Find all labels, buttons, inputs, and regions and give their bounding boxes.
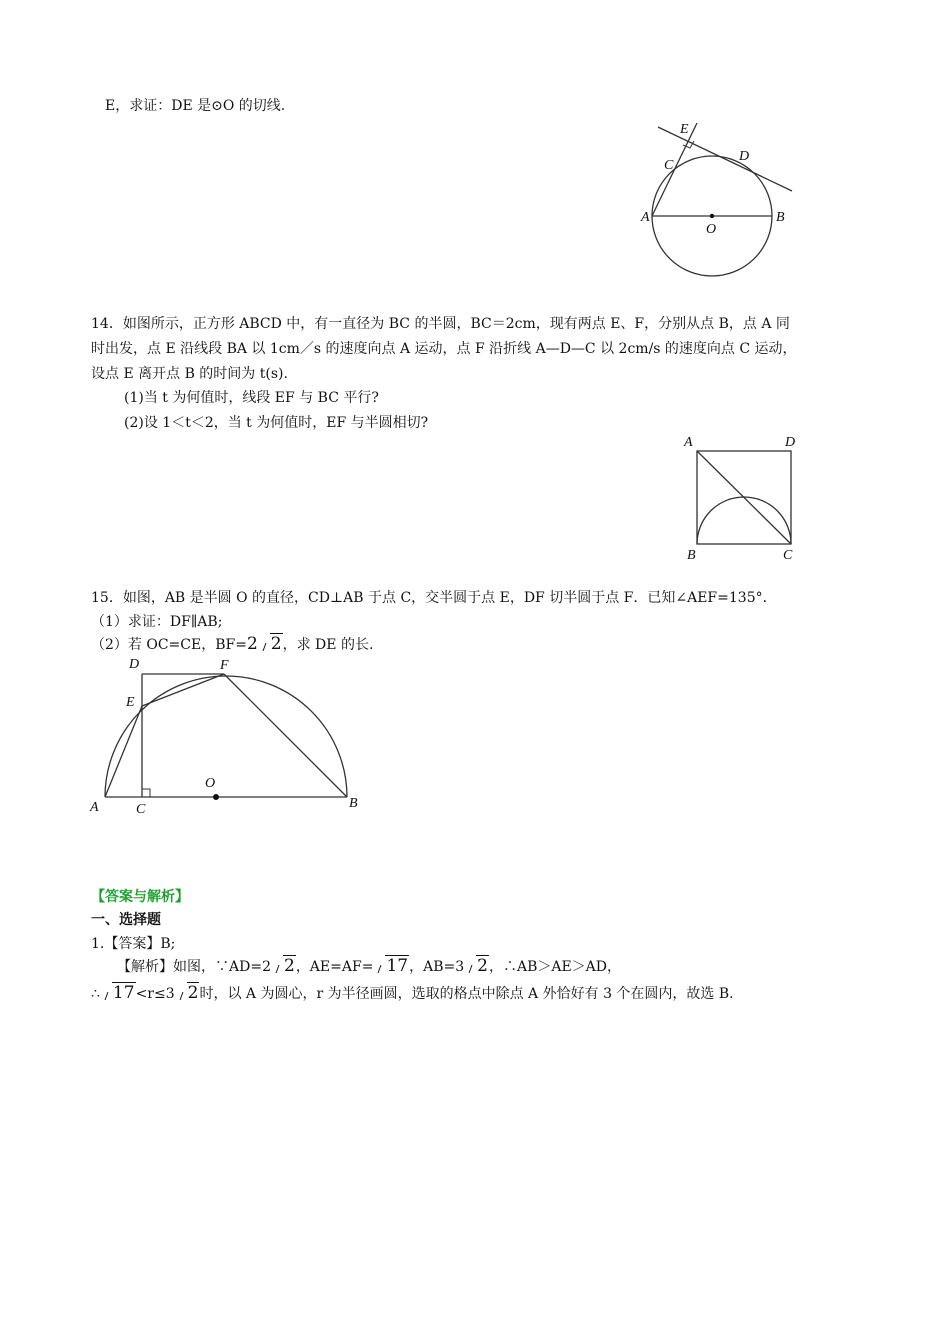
fig15-segment-ef xyxy=(142,674,224,706)
fig15-label-b: B xyxy=(349,796,358,811)
fig15-label-f: F xyxy=(220,658,229,673)
answers-heading: 【答案与解析】 xyxy=(91,889,189,905)
a1-l3-radicand-1: 17 xyxy=(112,983,135,1003)
fig13-center-o xyxy=(710,214,714,218)
a1-l3-part-c: 时，以 A 为圆心，r 为半径画圆，选取的格点中除点 A 外恰好有 3 个在圆内，故选 B. xyxy=(199,986,734,1002)
fig13-label-a: A xyxy=(641,210,650,225)
fig15-label-c: C xyxy=(136,802,146,817)
figure-14-square-semicircle xyxy=(680,428,810,564)
a1-l2-sqrt-1 xyxy=(272,956,296,977)
q14-subquestion-2: (2)设 1＜t＜2，当 t 为何值时，EF 与半圆相切? xyxy=(124,415,429,431)
answer-1-analysis-line-3 xyxy=(91,983,734,1004)
q15-sub2-radicand: 2 xyxy=(270,634,282,654)
q15-subquestion-1: （1）求证：DF∥AB; xyxy=(91,614,223,630)
q15-sub2-suffix: ，求 DE 的长. xyxy=(282,637,374,653)
fig15-right-angle-mark xyxy=(142,789,150,797)
fig15-label-e: E xyxy=(126,695,135,710)
a1-l3-radicand-2: 2 xyxy=(187,983,199,1003)
q13-conclusion: E，求证：DE 是⊙O 的切线. xyxy=(105,98,286,114)
fig14-label-a: A xyxy=(684,435,693,450)
a1-l2-part-d: ，∴AB＞AE＞AD， xyxy=(488,959,622,975)
fig15-label-o: O xyxy=(205,776,216,791)
fig13-label-e: E xyxy=(680,122,689,137)
q14-line-3: 设点 E 离开点 B 的时间为 t(s). xyxy=(91,366,288,382)
a1-l2-radicand-3: 2 xyxy=(477,956,488,976)
fig14-diagonal-ac xyxy=(697,451,791,544)
a1-l3-sqrt-1 xyxy=(101,983,136,1004)
a1-l3-part-b: <r≤3 xyxy=(135,986,175,1002)
q14-line-2: 时出发，点 E 沿线段 BA 以 1cm／s 的速度向点 A 运动，点 F 沿折线 A—D—C 以 2cm/s 的速度向点 C 运动， xyxy=(91,341,797,357)
q14-line-1: 14．如图所示，正方形 ABCD 中，有一直径为 BC 的半圆，BC＝2cm，现有两点 E、F，分别从点 B，点 A 同 xyxy=(91,316,790,332)
fig14-label-b: B xyxy=(687,548,696,563)
fig15-label-d: D xyxy=(129,657,140,672)
a1-l2-sqrt-3 xyxy=(465,956,489,977)
fig15-center-o xyxy=(213,794,219,800)
q15-sub2-prefix: （2）若 OC=CE，BF= xyxy=(91,637,247,653)
fig13-label-d: D xyxy=(739,149,750,164)
a1-l3-sqrt-2 xyxy=(176,983,200,1004)
fig13-tangent-line xyxy=(658,127,792,191)
fig13-label-o: O xyxy=(706,222,717,237)
q15-sub2-coefficient: 2 xyxy=(246,634,258,654)
fig14-label-d: D xyxy=(785,435,796,450)
a1-l3-part-a: ∴ xyxy=(91,986,100,1002)
q15-line-1: 15．如图，AB 是半圆 O 的直径，CD⊥AB 于点 C，交半圆于点 E，DF 切半圆于点 F．已知∠AEF=135°． xyxy=(91,590,777,606)
a1-l2-part-a: 【解析】如图，∵AD=2 xyxy=(117,959,271,975)
fig15-label-a: A xyxy=(90,800,99,815)
section-choice-questions: 一、选择题 xyxy=(91,912,161,928)
fig14-label-c: C xyxy=(783,548,793,563)
figure-13-circle-tangent xyxy=(630,118,810,288)
figure-15-semicircle xyxy=(85,652,370,820)
fig15-segment-fb xyxy=(224,674,347,797)
a1-l2-part-c: ，AB=3 xyxy=(409,959,465,975)
a1-l2-radicand-2: 17 xyxy=(386,956,409,976)
a1-l2-part-b: ，AE=AF= xyxy=(295,959,374,975)
answer-1-line-1: 1.【答案】B; xyxy=(91,936,176,952)
fig14-semicircle xyxy=(697,497,791,544)
fig13-label-c: C xyxy=(664,158,674,173)
a1-l2-radicand-1: 2 xyxy=(283,956,295,976)
fig13-label-b: B xyxy=(776,210,785,225)
a1-l2-sqrt-2 xyxy=(374,956,409,977)
fig15-segment-ae xyxy=(105,706,142,797)
fig15-semicircle-arc xyxy=(105,676,347,797)
answer-1-analysis-line-2 xyxy=(117,956,621,977)
fig13-chord-ac-extended xyxy=(652,123,697,216)
q14-subquestion-1: (1)当 t 为何值时，线段 EF 与 BC 平行? xyxy=(124,390,379,406)
